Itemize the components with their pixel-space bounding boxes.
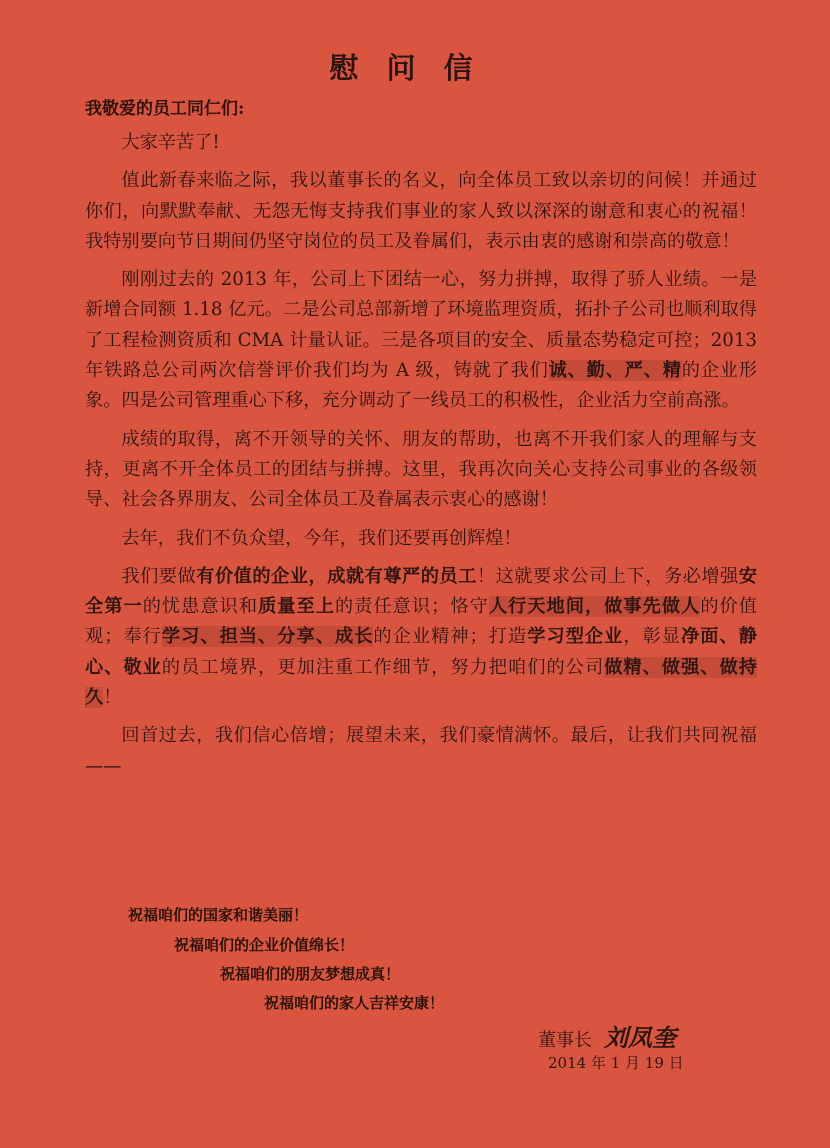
letter-body (85, 128, 757, 790)
wish-line: 祝福咱们的朋友梦想成真！ (220, 965, 401, 983)
signer-title: 董事长 (538, 1030, 592, 1051)
highlight-span: 人行天地间，做事先做人 (488, 596, 701, 618)
text-span: 我们要做 (121, 565, 197, 587)
bold-span: 安全第一 (85, 565, 757, 618)
text-span: ，彰显 (623, 626, 682, 648)
text-span: 的企业形象。四是公司管理重心下移，充分调动了一线员工的积极性，企业活力空前高涨。 (85, 360, 757, 412)
text-span: ！这就要求公司上下，务必增强 (476, 565, 739, 587)
greeting-paragraph: 大家辛苦了! (121, 132, 220, 153)
wish-line: 祝福咱们的家人吉祥安康！ (264, 994, 445, 1012)
wish-line: 祝福咱们的国家和谐美丽！ (128, 906, 309, 924)
bold-span: 学习型企业 (527, 626, 624, 648)
paragraph-thanks: 成绩的取得，离不开领导的关怀、朋友的帮助，也离不开我们家人的理解与支持，更离不开全体员工的团结与拼搏。这里，我再次向关心支持公司事业的各级领导、社会各界朋友、公司全体员工及眷属表示衷心的感谢！ (85, 428, 757, 511)
paragraph-closing: 回首过去，我们信心倍增；展望未来，我们豪情满怀。最后，让我们共同祝福—— (85, 725, 757, 777)
text-span: 的价值观；奉行 (85, 596, 757, 648)
signer-name: 刘凤奎 (604, 1023, 676, 1052)
highlight-span: 做精、做强、做持久 (85, 656, 757, 709)
bold-span: 质量至上 (258, 596, 335, 618)
letter-date: 2014 年 1 月 19 日 (548, 1054, 684, 1072)
signature-block (538, 1018, 676, 1053)
paragraph-goal: 去年，我们不负众望，今年，我们还要再创辉煌！ (121, 527, 522, 549)
bold-span: 净面、静心、敬业 (85, 626, 757, 678)
paragraph-new-year: 值此新春来临之际，我以董事长的名义，向全体员工致以亲切的问候！并通过你们，向默默奉献、无怨无悔支持我们事业的家人致以深深的谢意和衷心的祝福！我特别要向节日期间仍坚守岗位的员工及眷属们，表示由衷的感谢和崇高的敬意！ (85, 170, 757, 252)
text-span: 的忧患意识和 (142, 596, 259, 618)
text-span: 的责任意识；恪守 (334, 596, 489, 618)
text-span: 刚刚过去的 2013 年，公司上下团结一心，努力拼搏，取得了骄人业绩。一是新增合同额 1.18 亿元。二是公司总部新增了环境监理资质，拓扑子公司也顺利取得了工程检测资质和 CMA 计量认证。三是各项目的安全、质量态势稳定可控；2013 年铁路总公司两次信誉评价我们均为 A 级，铸就了我们 (85, 269, 757, 382)
bold-span: 有价值的企业，成就有尊严的员工 (196, 565, 477, 587)
highlight-span: 学习、担当、分享、成长 (161, 626, 374, 648)
highlight-enterprise-image: 诚、勤、严、精 (548, 360, 682, 382)
letter-title: 慰问信 (329, 51, 501, 85)
paragraph-achievements (85, 265, 757, 416)
text-span: ！ (103, 687, 122, 709)
salutation: 我敬爱的员工同仁们: (85, 99, 245, 119)
text-span: 的企业精神；打造 (373, 626, 528, 648)
wish-line: 祝福咱们的企业价值绵长！ (174, 936, 355, 954)
paragraph-values (85, 562, 757, 713)
text-span: 的员工境界，更加注重工作细节，努力把咱们的公司 (161, 656, 605, 678)
